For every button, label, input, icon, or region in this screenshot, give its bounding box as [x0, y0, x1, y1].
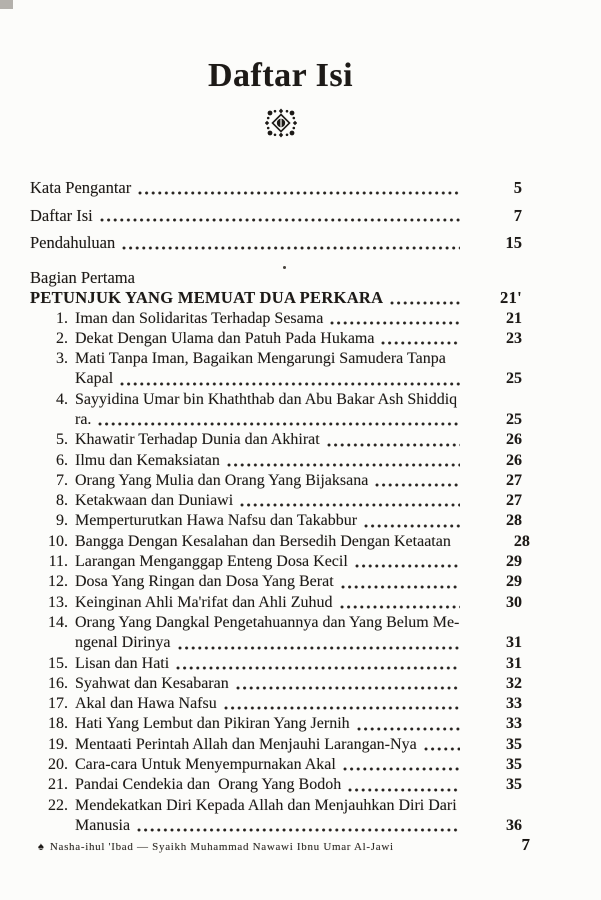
chapter-row: [48, 390, 522, 410]
chapter-row: [48, 613, 522, 633]
dot-leader: [355, 563, 460, 569]
part-label: Bagian Pertama: [30, 267, 135, 287]
chapter-title: ra.: [75, 410, 92, 428]
chapter-page-number: 28: [506, 512, 522, 530]
chapter-number: 14.: [48, 613, 68, 631]
chapter-page-number: 29: [506, 553, 522, 571]
chapter-row: [48, 735, 522, 755]
dot-leader: [236, 685, 460, 691]
chapter-row: [48, 451, 522, 471]
chapter-page-number: 27: [506, 471, 522, 489]
chapter-number: 18.: [48, 715, 68, 733]
dot-leader: [100, 217, 460, 223]
chapter-title: Sayyidina Umar bin Khaththab dan Abu Bakar Ash Shiddiq: [75, 390, 458, 408]
chapter-row: [48, 593, 522, 613]
chapter-number: 10.: [48, 532, 68, 550]
dot-leader: [178, 645, 460, 651]
chapter-title: Khawatir Terhadap Dunia dan Akhirat: [75, 431, 320, 449]
page-content: [8, 56, 553, 836]
dot-leader: [341, 584, 460, 590]
chapter-title: Iman dan Solidaritas Terhadap Sesama: [75, 309, 324, 327]
chapter-page-number: 26: [506, 431, 522, 449]
chapter-page-number: 35: [506, 756, 522, 774]
chapter-title: Akal dan Hawa Nafsu: [75, 695, 217, 713]
chapter-number: 22.: [48, 796, 68, 814]
chapter-page-number: 27: [506, 492, 522, 510]
diamond-fleuron-icon: [8, 108, 553, 140]
dot-leader: [227, 462, 460, 468]
chapter-page-number: 31: [506, 634, 522, 652]
chapter-title: Cara-cara Untuk Menyempurnakan Akal: [75, 756, 336, 774]
chapter-row: [48, 796, 522, 816]
chapter-title: Mentaati Perintah Allah dan Menjauhi Larangan-Nya: [75, 735, 417, 753]
chapter-title: Lisan dan Hati: [75, 654, 170, 672]
chapter-title: Manusia: [75, 816, 131, 834]
dot-leader: [330, 320, 460, 326]
chapter-number: 1.: [56, 309, 68, 327]
chapter-row: [48, 755, 522, 775]
dot-leader: [364, 523, 460, 529]
chapter-number: 13.: [48, 593, 68, 611]
chapter-title: Bangga Dengan Kesalahan dan Bersedih Dengan Ketaatan: [75, 532, 451, 550]
chapter-page-number: 28: [513, 532, 530, 550]
part-title: PETUNJUK YANG MEMUAT DUA PERKARA: [30, 288, 384, 307]
chapter-title: Mendekatkan Diri Kepada Allah dan Menjauhkan Diri Dari: [75, 796, 457, 814]
dot-leader: [98, 421, 460, 427]
part-title-row: [30, 288, 522, 309]
dot-leader: [390, 300, 460, 306]
chapter-page-number: 25: [506, 370, 522, 388]
chapter-row: [48, 816, 522, 836]
toc-row-page-number: 7: [513, 205, 522, 225]
dot-leader: [348, 787, 460, 793]
dot-leader: [137, 827, 460, 833]
chapter-row: [48, 349, 522, 369]
chapter-row: [48, 532, 530, 552]
chapter-page-number: 23: [506, 329, 522, 347]
chapter-title: Dosa Yang Ringan dan Dosa Yang Berat: [75, 573, 334, 591]
toc-row: [30, 178, 522, 199]
scan-smudge-artifact: [0, 0, 13, 9]
fleuron-marker-icon: ♠: [38, 841, 44, 853]
chapter-title: Keinginan Ahli Ma'rifat dan Ahli Zuhud: [75, 593, 333, 611]
chapter-row: [48, 674, 522, 694]
chapter-title: Ketakwaan dan Duniawi: [75, 492, 234, 510]
chapter-row: [48, 369, 522, 389]
chapter-number: 21.: [48, 776, 68, 794]
toc-row-label: Kata Pengantar: [30, 178, 132, 197]
toc-row: [30, 206, 522, 227]
page-title: Daftar Isi: [207, 57, 354, 94]
chapter-number: 2.: [56, 329, 68, 347]
chapter-number: 19.: [48, 735, 68, 753]
chapter-page-number: 25: [506, 410, 522, 428]
toc-row-page-number: 5: [513, 178, 522, 197]
chapter-number: 6.: [56, 451, 68, 469]
toc-row: [30, 233, 522, 254]
chapter-title: Larangan Menganggap Enteng Dosa Kecil: [75, 553, 348, 571]
dot-leader: [458, 543, 468, 549]
chapter-number: 7.: [56, 471, 68, 489]
chapter-row: [48, 654, 522, 674]
chapter-row: [48, 572, 522, 592]
chapter-row: [48, 633, 522, 653]
chapter-row: [48, 552, 522, 572]
chapter-title: Ilmu dan Kemaksiatan: [75, 451, 220, 469]
dot-leader: [343, 766, 460, 772]
chapter-row: [48, 329, 522, 349]
chapter-title: Hati Yang Lembut dan Pikiran Yang Jernih: [75, 715, 350, 733]
chapter-row: [48, 694, 522, 714]
chapter-page-number: 35: [506, 735, 522, 753]
chapter-title: ngenal Dirinya: [75, 634, 171, 652]
chapter-row: [48, 309, 522, 329]
chapter-page-number: 33: [506, 715, 522, 733]
chapter-title: Orang Yang Mulia dan Orang Yang Bijaksana: [75, 471, 369, 489]
dot-leader: [122, 245, 460, 251]
chapter-row: [48, 491, 522, 511]
chapter-title: Orang Yang Dangkal Pengetahuannya dan Yang Belum Me-: [75, 613, 460, 631]
dot-leader: [357, 726, 460, 732]
running-footer: [38, 835, 530, 855]
chapter-title: Syahwat dan Kesabaran: [75, 674, 229, 692]
chapter-page-number: 36: [506, 816, 522, 834]
dot-leader: [424, 746, 460, 752]
chapter-page-number: 29: [506, 573, 522, 591]
chapter-row: [48, 430, 522, 450]
chapter-row: [48, 410, 522, 430]
chapter-row: [48, 775, 522, 795]
chapter-page-number: 31: [506, 654, 522, 672]
chapter-page-number: 30: [506, 593, 522, 611]
dot-leader: [381, 340, 460, 346]
chapter-number: 12.: [48, 573, 68, 591]
front-matter-list: [8, 178, 553, 254]
chapter-number: 5.: [56, 431, 68, 449]
chapter-row: [48, 511, 522, 531]
dot-leader: [327, 442, 460, 448]
chapter-number: 15.: [48, 654, 68, 672]
dot-leader: [340, 604, 460, 610]
chapter-page-number: 32: [506, 674, 522, 692]
chapter-number: 8.: [56, 492, 68, 510]
chapter-title: Kapal: [75, 370, 114, 388]
page-number: 7: [521, 835, 530, 854]
chapter-number: 17.: [48, 695, 68, 713]
chapter-title: Memperturutkan Hawa Nafsu dan Takabbur: [75, 512, 358, 530]
chapter-number: 3.: [56, 350, 68, 368]
dot-leader: [176, 665, 460, 671]
scan-dot-artifact: [283, 266, 286, 269]
chapter-page-number: 35: [506, 776, 522, 794]
dot-leader: [224, 705, 460, 711]
chapter-page-number: 33: [506, 695, 522, 713]
chapter-number: 20.: [48, 756, 68, 774]
toc-row-label: Pendahuluan: [30, 233, 116, 252]
toc-row-label: Daftar Isi: [30, 205, 93, 225]
chapter-row: [48, 714, 522, 734]
chapter-number: 11.: [48, 553, 68, 571]
chapter-page-number: 21: [506, 309, 522, 327]
chapter-title: Dekat Dengan Ulama dan Patuh Pada Hukama: [75, 329, 375, 347]
chapter-list: [8, 309, 553, 837]
dot-leader: [375, 482, 460, 488]
part-page-number: 21': [500, 288, 522, 307]
chapter-number: 16.: [48, 674, 68, 692]
toc-row-page-number: 15: [505, 233, 522, 252]
part-heading: [8, 268, 553, 309]
chapter-title: Mati Tanpa Iman, Bagaikan Mengarungi Samudera Tanpa: [75, 350, 446, 368]
dot-leader: [138, 190, 460, 196]
chapter-number: 9.: [56, 512, 68, 530]
dot-leader: [120, 381, 460, 387]
chapter-number: 4.: [56, 390, 68, 408]
dot-leader: [240, 502, 460, 508]
chapter-row: [48, 471, 522, 491]
chapter-title: Pandai Cendekia dan Orang Yang Bodoh: [75, 776, 342, 794]
footer-book-title: Nasha-ihul 'Ibad — Syaikh Muhammad Nawawi Ibnu Umar Al-Jawi: [49, 841, 394, 853]
chapter-page-number: 26: [506, 451, 522, 469]
